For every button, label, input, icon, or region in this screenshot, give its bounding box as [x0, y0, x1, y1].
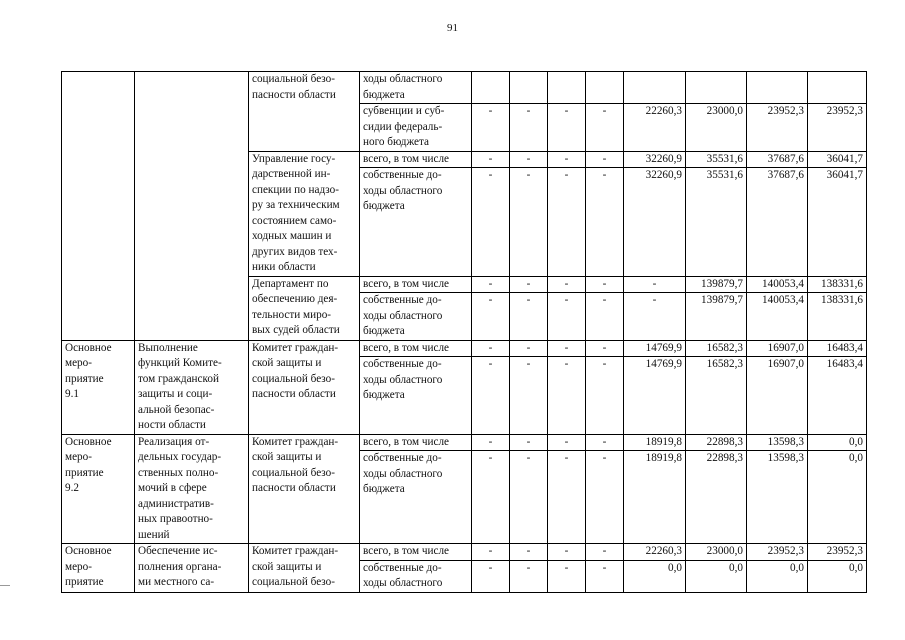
cell-value: 139879,7 — [686, 293, 747, 341]
cell-value — [747, 72, 808, 104]
cell-value: 22898,3 — [686, 451, 747, 544]
cell-col1: Основное меро- приятие 9.2 — [62, 434, 135, 544]
cell-value: 0,0 — [686, 560, 747, 592]
cell-dash: - — [510, 434, 548, 451]
cell-col4: ходы областного бюджета — [360, 72, 472, 104]
cell-col4: всего, в том числе — [360, 276, 472, 293]
cell-dash: - — [586, 560, 624, 592]
cell-col4: собственные до- ходы областного бюджета — [360, 357, 472, 434]
cell-dash: - — [586, 104, 624, 152]
cell-value: 22898,3 — [686, 434, 747, 451]
cell-value: 140053,4 — [747, 293, 808, 341]
cell-value: 37687,6 — [747, 151, 808, 168]
cell-col1: Основное меро- приятие 9.1 — [62, 340, 135, 434]
cell-dash: - — [472, 276, 510, 293]
cell-col3: Департамент по обеспечению дея- тельности миро- вых судей области — [249, 276, 360, 340]
cell-dash: - — [510, 293, 548, 341]
cell-col4: всего, в том числе — [360, 544, 472, 561]
cell-dash: - — [510, 560, 548, 592]
cell-dash: - — [472, 168, 510, 276]
cell-value: 35531,6 — [686, 168, 747, 276]
cell-dash: - — [510, 357, 548, 434]
cell-col2: Реализация от- дельных государ- ственных полно- мочий в сфере административ- ных правоотно- шений — [135, 434, 249, 544]
cell-dash: - — [472, 357, 510, 434]
cell-dash — [472, 72, 510, 104]
cell-dash: - — [586, 357, 624, 434]
cell-value: 16907,0 — [747, 357, 808, 434]
cell-dash: - — [548, 276, 586, 293]
cell-dash: - — [510, 151, 548, 168]
cell-value: 36041,7 — [808, 151, 867, 168]
cell-dash: - — [510, 451, 548, 544]
cell-value: 138331,6 — [808, 276, 867, 293]
cell-value: 14769,9 — [624, 340, 686, 357]
table-row — [62, 544, 867, 561]
cell-col2 — [135, 72, 249, 341]
cell-dash: - — [586, 451, 624, 544]
margin-mark — [0, 585, 10, 586]
cell-value: 16582,3 — [686, 357, 747, 434]
cell-dash: - — [510, 276, 548, 293]
cell-dash: - — [510, 544, 548, 561]
cell-col3: Управление госу- дарственной ин- спекции по надзо- ру за техническим состоянием само- ходных машин и других видов тех- ники области — [249, 151, 360, 276]
cell-value: 23952,3 — [747, 544, 808, 561]
budget-table — [61, 71, 867, 593]
cell-dash: - — [548, 151, 586, 168]
cell-dash: - — [548, 451, 586, 544]
page-number: 91 — [447, 22, 458, 34]
cell-dash: - — [472, 104, 510, 152]
cell-value: 23952,3 — [808, 544, 867, 561]
cell-value: 0,0 — [624, 560, 686, 592]
cell-col4: всего, в том числе — [360, 434, 472, 451]
cell-col3: Комитет граждан- ской защиты и социальной безо- пасности области — [249, 340, 360, 434]
cell-dash: - — [472, 293, 510, 341]
cell-value: 16582,3 — [686, 340, 747, 357]
cell-col4: собственные до- ходы областного бюджета — [360, 168, 472, 276]
cell-value: 23952,3 — [747, 104, 808, 152]
cell-value: 37687,6 — [747, 168, 808, 276]
cell-value: 13598,3 — [747, 434, 808, 451]
cell-dash: - — [586, 276, 624, 293]
cell-dash: - — [472, 560, 510, 592]
cell-value: 0,0 — [808, 451, 867, 544]
cell-value: 14769,9 — [624, 357, 686, 434]
table-row — [62, 72, 867, 104]
table-row — [62, 340, 867, 357]
cell-col3: Комитет граждан- ской защиты и социальной безо- пасности области — [249, 434, 360, 544]
cell-value: 35531,6 — [686, 151, 747, 168]
cell-value: 32260,9 — [624, 168, 686, 276]
cell-col2: Выполнение функций Комите- том гражданской защиты и соци- альной безопас- ности области — [135, 340, 249, 434]
cell-value: 140053,4 — [747, 276, 808, 293]
cell-dash — [548, 72, 586, 104]
cell-col4: всего, в том числе — [360, 151, 472, 168]
cell-dash: - — [510, 168, 548, 276]
cell-value: 138331,6 — [808, 293, 867, 341]
cell-dash: - — [586, 434, 624, 451]
cell-dash: - — [586, 168, 624, 276]
cell-dash: - — [586, 340, 624, 357]
cell-dash: - — [548, 168, 586, 276]
cell-dash: - — [472, 434, 510, 451]
cell-col4: всего, в том числе — [360, 340, 472, 357]
cell-dash: - — [548, 560, 586, 592]
cell-value: 18919,8 — [624, 451, 686, 544]
cell-value: 0,0 — [747, 560, 808, 592]
cell-value: - — [624, 276, 686, 293]
table-row — [62, 434, 867, 451]
cell-col4: субвенции и суб- сидии федераль- ного бюджета — [360, 104, 472, 152]
cell-col4: собственные до- ходы областного — [360, 560, 472, 592]
cell-dash: - — [548, 293, 586, 341]
cell-col1: Основное меро- приятие — [62, 544, 135, 593]
cell-dash: - — [586, 151, 624, 168]
cell-value: 32260,9 — [624, 151, 686, 168]
cell-dash: - — [586, 544, 624, 561]
cell-value: 23000,0 — [686, 544, 747, 561]
cell-col2: Обеспечение ис- полнения органа- ми местного са- — [135, 544, 249, 593]
cell-value — [808, 72, 867, 104]
cell-value: 16483,4 — [808, 340, 867, 357]
cell-col3: Комитет граждан- ской защиты и социальной безо- — [249, 544, 360, 593]
cell-dash: - — [510, 104, 548, 152]
cell-value — [686, 72, 747, 104]
cell-col1 — [62, 72, 135, 341]
cell-value: 13598,3 — [747, 451, 808, 544]
cell-value: 16907,0 — [747, 340, 808, 357]
cell-value: 36041,7 — [808, 168, 867, 276]
cell-value: 23952,3 — [808, 104, 867, 152]
cell-value: 22260,3 — [624, 544, 686, 561]
cell-dash: - — [548, 104, 586, 152]
cell-dash: - — [548, 340, 586, 357]
cell-dash — [510, 72, 548, 104]
cell-dash: - — [472, 544, 510, 561]
cell-dash: - — [510, 340, 548, 357]
cell-value: 0,0 — [808, 560, 867, 592]
cell-value: 18919,8 — [624, 434, 686, 451]
cell-dash: - — [472, 451, 510, 544]
cell-dash: - — [472, 340, 510, 357]
cell-value: 0,0 — [808, 434, 867, 451]
cell-value: 139879,7 — [686, 276, 747, 293]
cell-dash: - — [548, 357, 586, 434]
cell-col3: социальной безо- пасности области — [249, 72, 360, 152]
cell-dash — [586, 72, 624, 104]
cell-value — [624, 72, 686, 104]
cell-dash: - — [548, 544, 586, 561]
cell-value: 23000,0 — [686, 104, 747, 152]
cell-col4: собственные до- ходы областного бюджета — [360, 293, 472, 341]
cell-value: 16483,4 — [808, 357, 867, 434]
cell-value: - — [624, 293, 686, 341]
cell-dash: - — [586, 293, 624, 341]
cell-col4: собственные до- ходы областного бюджета — [360, 451, 472, 544]
cell-value: 22260,3 — [624, 104, 686, 152]
cell-dash: - — [548, 434, 586, 451]
cell-dash: - — [472, 151, 510, 168]
